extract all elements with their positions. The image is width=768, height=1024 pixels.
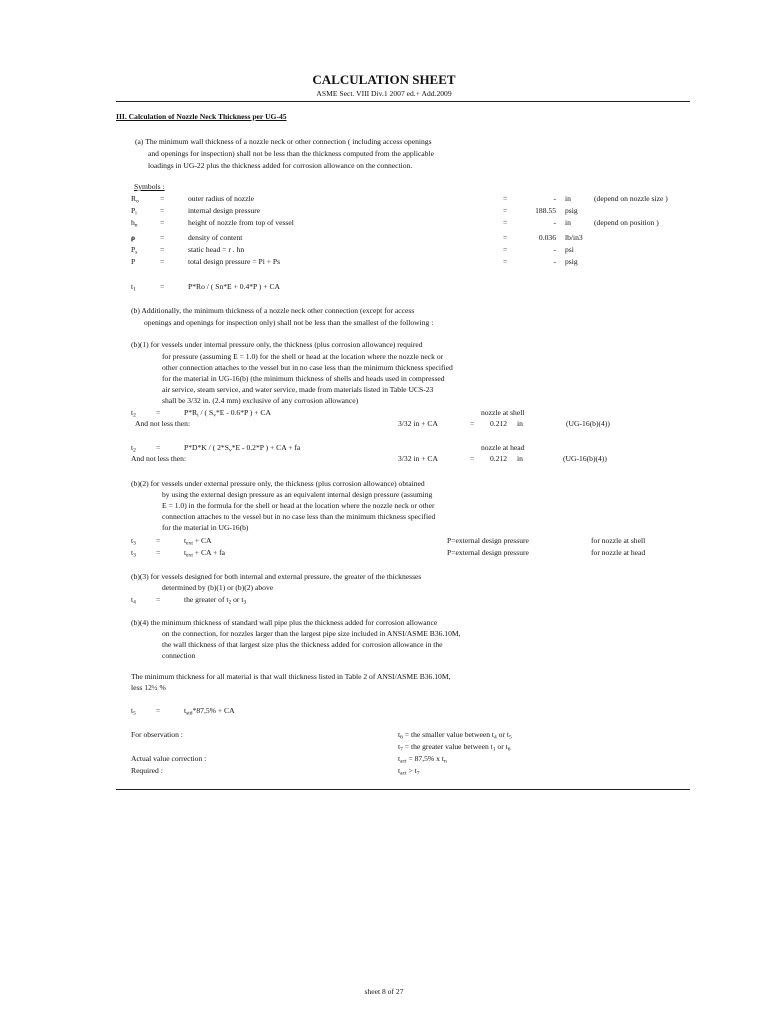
not-less-value: 0.212	[490, 419, 508, 428]
formula-location: nozzle at shell	[481, 408, 525, 417]
symbol-description: density of content	[188, 233, 243, 242]
symbol-equals: =	[160, 194, 165, 203]
correction-row	[0, 755, 768, 765]
formula-t3-head	[0, 549, 768, 559]
formula-t2-shell	[0, 409, 768, 419]
symbol-equals: =	[160, 245, 165, 254]
symbol-value: -	[553, 218, 556, 227]
paragraph-line: by using the external design pressure as an equivalent internal design pressure (assuming	[162, 490, 433, 499]
paragraph-line: connection	[162, 651, 196, 660]
symbol-name: $P_s$	[131, 245, 138, 256]
symbol-description: outer radius of nozzle	[188, 194, 254, 203]
symbol-name: $R_o$	[131, 194, 139, 205]
correction-expression: $t_{act} = 87,5\%$ x $t_n$	[398, 754, 447, 765]
not-less-expression: 3/32 in + CA	[398, 419, 438, 428]
formula-symbol: $t_1$	[131, 282, 136, 293]
formula-expression: $t_{ext}$ + CA + fa	[184, 548, 226, 559]
observation-row	[0, 743, 768, 753]
observation-row	[0, 731, 768, 741]
symbol-value-equals: =	[503, 233, 508, 242]
not-less-equals: =	[470, 454, 475, 463]
formula-equals: =	[160, 282, 165, 291]
formula-symbol: $t_4$	[131, 595, 136, 606]
paragraph-line: (b) Additionally, the minimum thickness of a nozzle neck other connection (except for access	[131, 306, 415, 315]
not-less-unit: in	[517, 454, 523, 463]
paragraph-line: and openings for inspection) shall not be less than the thickness computed from the applicable	[148, 149, 434, 158]
symbol-unit: psig	[565, 257, 578, 266]
formula-t2-head	[0, 444, 768, 454]
paragraph-line: openings and openings for inspection only) shall not be less than the smallest of the following :	[144, 318, 434, 327]
symbol-value-equals: =	[503, 194, 508, 203]
symbol-equals: =	[160, 257, 165, 266]
formula-expression: P*D*K / ( $2*S_v*E - 0.2*P$ ) + CA + fa	[184, 443, 301, 454]
paragraph-line: for pressure (assuming E = 1.0) for the shell or head at the location where the nozzle neck or	[162, 352, 444, 361]
correction-label: Actual value correction :	[131, 754, 207, 763]
symbol-equals: =	[160, 233, 165, 242]
paragraph-line: for the material in UG-16(b) (the minimum thickness of shells and heads used in compressed	[162, 374, 445, 383]
formula-symbol: $t_2$	[131, 408, 136, 419]
formula-symbol: $t_3$	[131, 536, 136, 547]
symbol-value-equals: =	[503, 245, 508, 254]
paragraph-line: less 12½ %	[131, 683, 166, 692]
formula-condition: P=external design pressure	[447, 548, 529, 557]
paragraph-line: (b)(2) for vessels under external pressure only, the thickness (plus corrosion allowance) obtained	[131, 479, 425, 488]
symbol-note: (depend on position )	[594, 218, 659, 227]
observation-t7: $t_7$ = the greater value between $t_1$ or $t_6$	[398, 742, 511, 753]
symbol-value: -	[553, 245, 556, 254]
paragraph-line: (b)(4) the minimum thickness of standard wall pipe plus the thickness added for corrosion allowance	[131, 618, 438, 627]
formula-equals: =	[156, 548, 161, 557]
observation-t6: $t_6$ = the smaller value between $t_4$ or $t_5$	[398, 730, 512, 741]
page-number: sheet 8 of 27	[364, 987, 404, 996]
formula-t3-shell	[0, 537, 768, 547]
required-row	[0, 767, 768, 777]
footer-rule	[116, 789, 690, 790]
symbol-value-equals: =	[503, 218, 508, 227]
not-less-reference: (UG-16(b)(4))	[566, 419, 610, 428]
header-rule	[116, 101, 690, 102]
formula-symbol: $t_2$	[131, 443, 136, 454]
symbol-unit: psi	[565, 245, 574, 254]
observation-label: For observation :	[131, 730, 183, 739]
paragraph-line: E = 1.0) in the formula for the shell or head at the location where the nozzle neck or other	[162, 501, 435, 510]
not-less-expression: 3/32 in + CA	[398, 454, 438, 463]
paragraph-line: the wall thickness of that largest size plus the thickness added for corrosion allowance in the	[162, 640, 443, 649]
symbol-row	[0, 234, 768, 244]
symbol-value-equals: =	[503, 257, 508, 266]
symbol-note: (depend on nozzle size )	[594, 194, 668, 203]
symbols-heading: Symbols :	[134, 182, 165, 191]
formula-equals: =	[156, 536, 161, 545]
formula-t4	[0, 596, 768, 606]
formula-t1	[0, 283, 768, 293]
symbol-unit: psig	[565, 206, 578, 215]
required-expression: $t_{act} > t_7$	[398, 766, 420, 777]
paragraph-line: loadings in UG-22 plus the thickness added for corrosion allowance on the connection.	[148, 161, 413, 170]
symbol-name: $P_i$	[131, 206, 137, 217]
formula-expression: $P*R_i$ / ( $S_v*E - 0.6*P$ ) + CA	[184, 408, 271, 419]
paragraph-line: air service, steam service, and water service, made from materials listed in Table UCS-23	[162, 385, 434, 394]
symbol-description: internal design pressure	[188, 206, 261, 215]
required-label: Required :	[131, 766, 163, 775]
paragraph-line: on the connection, for nozzles larger than the largest pipe size included in ANSI/ASME B36.10M,	[162, 629, 461, 638]
symbol-value: 0.036	[538, 233, 556, 242]
symbol-row	[0, 219, 768, 229]
symbol-value: 188.55	[535, 206, 556, 215]
not-less-unit: in	[517, 419, 523, 428]
not-less-label: And not less then:	[131, 454, 187, 463]
formula-equals: =	[156, 595, 161, 604]
not-less-row	[0, 420, 768, 430]
symbol-name: $h_n$	[131, 218, 138, 229]
paragraph-line: for the material in UG-16(b)	[162, 523, 249, 532]
paragraph-line: shall be 3/32 in. (2.4 mm) exclusive of any corrosion allowance)	[162, 396, 359, 405]
symbol-description: height of nozzle from top of vessel	[188, 218, 294, 227]
symbol-value-equals: =	[503, 206, 508, 215]
symbol-name: ρ	[131, 233, 136, 242]
symbol-name: P	[131, 257, 136, 266]
paragraph-line: (b)(3) for vessels designed for both internal and external pressure, the greater of the thicknesses	[131, 572, 422, 581]
symbol-row	[0, 195, 768, 205]
symbol-equals: =	[160, 218, 165, 227]
symbol-description: static head = r . hn	[188, 245, 245, 254]
paragraph-line: other connection attaches to the vessel but in no case less than the minimum thickness specified	[162, 363, 453, 372]
page-title: CALCULATION SHEET	[312, 72, 456, 87]
formula-equals: =	[156, 443, 161, 452]
paragraph-line: (b)(1) for vessels under internal pressure only, the thickness (plus corrosion allowance) required	[131, 340, 423, 349]
symbol-unit: lb/in3	[565, 233, 583, 242]
symbol-value: -	[553, 257, 556, 266]
formula-symbol: $t_3$	[131, 548, 136, 559]
symbol-row	[0, 258, 768, 268]
formula-expression: $t_{std}*87,5\%$ + CA	[184, 706, 235, 717]
formula-equals: =	[156, 408, 161, 417]
not-less-value: 0.212	[490, 454, 508, 463]
formula-expression: $t_{ext}$ + CA	[184, 536, 212, 547]
page-subtitle: ASME Sect. VIII Div.1 2007 ed.+ Add.2009	[316, 89, 452, 98]
formula-symbol: $t_5$	[131, 706, 136, 717]
not-less-label: And not less then:	[135, 419, 191, 428]
paragraph-line: (a) The minimum wall thickness of a nozzle neck or other connection ( including access openings	[135, 137, 432, 146]
not-less-reference: (UG-16(b)(4))	[563, 454, 607, 463]
paragraph-line: connection attaches to the vessel but in no case less than the minimum thickness specified	[162, 512, 436, 521]
not-less-row	[0, 455, 768, 465]
symbol-equals: =	[160, 206, 165, 215]
section-heading: III. Calculation of Nozzle Neck Thickness per UG-45	[116, 112, 287, 121]
symbol-row	[0, 207, 768, 217]
symbol-row	[0, 246, 768, 256]
formula-t5	[0, 707, 768, 717]
formula-expression: P*Ro / ( Sn*E + 0.4*P ) + CA	[188, 282, 281, 291]
formula-expression: the greater of $t_2$ or $t_3$	[184, 595, 247, 606]
symbol-unit: in	[565, 194, 571, 203]
formula-location: for nozzle at shell	[591, 536, 646, 545]
formula-equals: =	[156, 706, 161, 715]
symbol-description: total design pressure = Pi + Ps	[188, 257, 281, 266]
paragraph-line: The minimum thickness for all material is that wall thickness listed in Table 2 of ANSI/ASME B36.10M,	[131, 672, 451, 681]
formula-condition: P=external design pressure	[447, 536, 529, 545]
paragraph-line: determined by (b)(1) or (b)(2) above	[162, 583, 274, 592]
formula-location: for nozzle at head	[591, 548, 646, 557]
formula-location: nozzle at head	[481, 443, 525, 452]
symbol-unit: in	[565, 218, 571, 227]
not-less-equals: =	[470, 419, 475, 428]
symbol-value: -	[553, 194, 556, 203]
